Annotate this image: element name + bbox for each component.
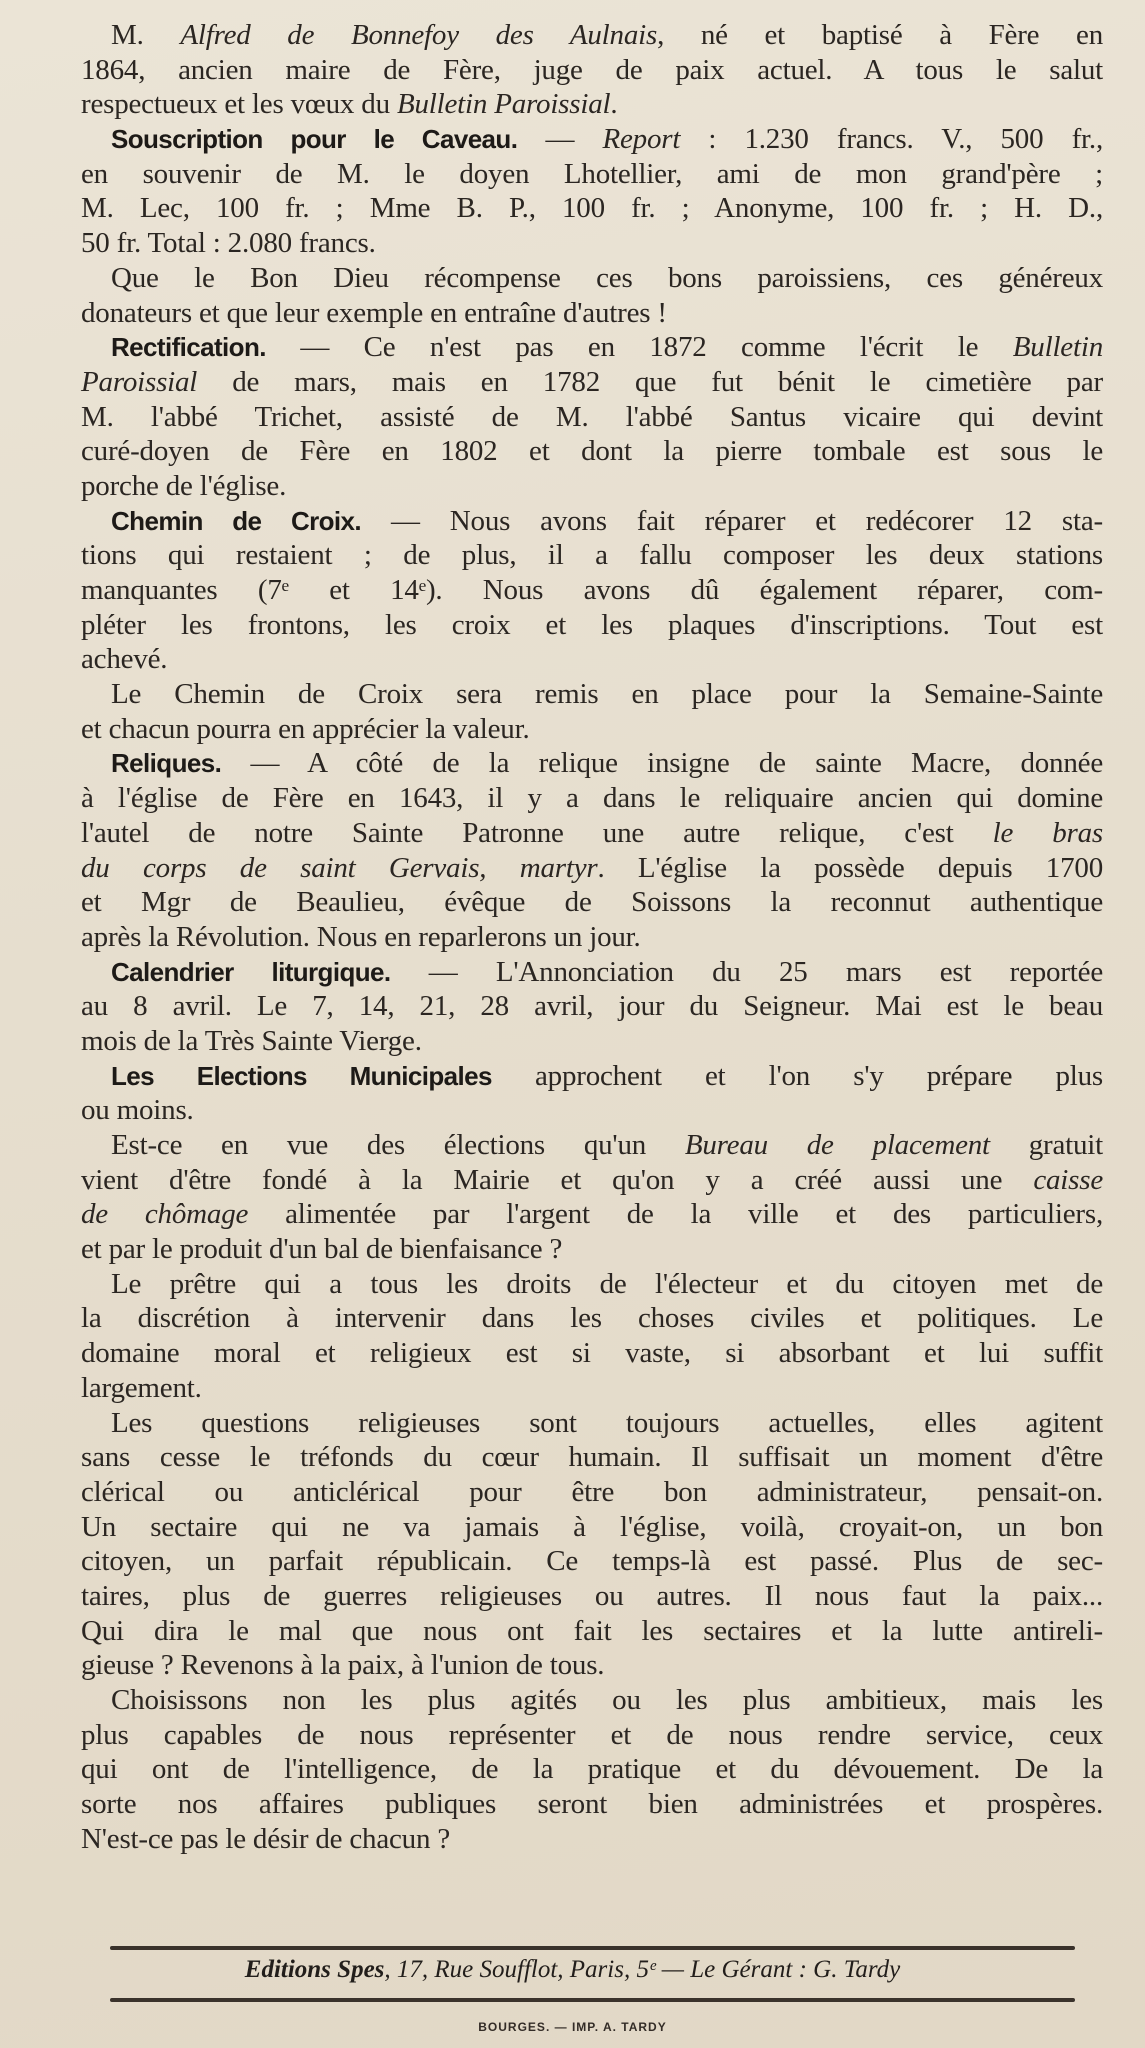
text-segment: Le Chemin de Croix sera remis en place pour la Semaine-Sainte (111, 678, 1103, 711)
text-segment: alimentée par l'argent de la ville et des particuliers, (248, 1198, 1103, 1231)
text-segment: qui ont de l'intelligence, de la pratique et du dévouement. De la (81, 1753, 1103, 1786)
text-line (81, 1232, 1103, 1267)
text-line (81, 955, 1103, 990)
text-line (81, 642, 1103, 677)
text-line (81, 1024, 1103, 1059)
text-line (81, 885, 1103, 920)
text-segment: de mars, mais en 1782 que fut bénit le cimetière par (197, 365, 1103, 398)
text-line (81, 989, 1103, 1024)
text-line (81, 608, 1103, 643)
footer-imprint (0, 1956, 1145, 1984)
italic-text: caisse (1033, 1163, 1103, 1196)
text-line (81, 1648, 1103, 1683)
text-segment: — L'Annonciation du 25 mars est reportée (390, 955, 1103, 988)
text-segment: domaine moral et religieux est si vaste, si absorbant et lui suffit (81, 1337, 1103, 1370)
text-segment: ou moins. (81, 1094, 194, 1127)
footer-bottom-rule (110, 1998, 1075, 2002)
text-segment: porche de l'église. (81, 469, 287, 502)
text-segment: . (610, 88, 618, 121)
text-segment: Que le Bon Dieu récompense ces bons paroissiens, ces généreux (111, 261, 1103, 294)
italic-text: Paroissial (81, 365, 198, 398)
text-line (81, 261, 1103, 296)
printer-line: BOURGES. — IMP. A. TARDY (478, 2020, 667, 2034)
text-segment: plus capables de nous représenter et de nous rendre service, ceux (81, 1718, 1103, 1751)
text-line (81, 1163, 1103, 1198)
text-line (81, 573, 1103, 608)
italic-text: Bulletin Paroissial (396, 88, 611, 121)
text-segment: gratuit (989, 1129, 1104, 1161)
text-segment: N'est-ce pas le désir de chacun ? (81, 1822, 450, 1855)
text-line (81, 1683, 1103, 1718)
section-heading: Souscription pour le Caveau. (111, 124, 518, 155)
text-segment: à l'église de Fère en 1643, il y a dans le reliquaire ancien qui domine (81, 782, 1103, 815)
text-line (81, 157, 1103, 192)
text-line (81, 296, 1103, 331)
text-line (81, 18, 1103, 53)
text-segment: la discrétion à intervenir dans les choses civiles et politiques. Le (81, 1302, 1103, 1335)
text-line (81, 1197, 1103, 1232)
text-segment: sorte nos affaires publiques seront bien administrées et prospères. (81, 1788, 1103, 1821)
text-segment: curé-doyen de Fère en 1802 et dont la pierre tombale est sous le (81, 435, 1103, 468)
text-line (81, 746, 1103, 781)
text-segment: et chacun pourra en apprécier la valeur. (81, 712, 530, 745)
document-body (81, 18, 1103, 1856)
paragraph (81, 746, 1103, 954)
text-line (81, 1440, 1103, 1475)
publisher-name: Editions Spes (244, 1956, 385, 1983)
text-segment: Un sectaire qui ne va jamais à l'église, voilà, croyait-on, un bon (81, 1510, 1103, 1543)
text-segment: Le prêtre qui a tous les droits de l'électeur et du citoyen met de (111, 1267, 1103, 1300)
text-segment: largement. (81, 1371, 202, 1404)
text-line (81, 87, 1103, 122)
paragraph (81, 677, 1103, 746)
paragraph (81, 122, 1103, 261)
italic-text: le bras (992, 816, 1103, 849)
text-segment: : 1.230 francs. V., 500 fr., (680, 123, 1104, 156)
text-segment: et Mgr de Beaulieu, évêque de Soissons la reconnut authentique (81, 886, 1103, 919)
text-line (81, 53, 1103, 88)
paragraph (81, 1059, 1103, 1128)
text-segment: , né et baptisé à Fère en (657, 19, 1104, 51)
text-segment: sans cesse le tréfonds du cœur humain. Il suffisait un moment d'être (81, 1441, 1103, 1474)
text-segment: M. Lec, 100 fr. ; Mme B. P., 100 fr. ; Anonyme, 100 fr. ; H. D., (81, 192, 1103, 225)
text-segment: au 8 avril. Le 7, 14, 21, 28 avril, jour du Seigneur. Mai est le beau (81, 990, 1103, 1023)
text-line (81, 1718, 1103, 1753)
text-line (81, 1093, 1103, 1128)
text-line (81, 469, 1103, 504)
text-line (81, 677, 1103, 712)
text-segment: M. l'abbé Trichet, assisté de M. l'abbé Santus vicaire qui devint (81, 400, 1103, 433)
paragraph (81, 955, 1103, 1059)
text-segment: citoyen, un parfait républicain. Ce temps-là est passé. Plus de sec- (81, 1545, 1103, 1578)
text-line (81, 1059, 1103, 1094)
text-line (81, 920, 1103, 955)
italic-text: Alfred de Bonnefoy des Aulnais (180, 19, 658, 51)
text-segment: Choisissons non les plus agités ou les plus ambitieux, mais les (111, 1684, 1103, 1716)
text-line (81, 330, 1103, 365)
text-segment: manquantes (7ᵉ et 14ᵉ). Nous avons dû également réparer, com- (81, 574, 1103, 606)
text-segment: — Ce n'est pas en 1872 comme l'écrit le (265, 331, 1013, 364)
text-line (81, 1128, 1103, 1163)
text-segment: M. (111, 19, 181, 51)
paragraph (81, 1267, 1103, 1406)
text-line (81, 1752, 1103, 1787)
paragraph (81, 1406, 1103, 1684)
italic-text: du corps de saint Gervais, martyr (81, 851, 598, 884)
text-segment: taires, plus de guerres religieuses ou autres. Il nous faut la paix... (81, 1579, 1103, 1612)
text-line (81, 1579, 1103, 1614)
text-line (81, 712, 1103, 747)
publisher-address: , 17, Rue Soufflot, Paris, 5ᵉ — Le Gérant : G. Tardy (384, 1956, 901, 1983)
text-segment: pléter les frontons, les croix et les plaques d'inscriptions. Tout est (81, 608, 1103, 641)
text-line (81, 365, 1103, 400)
section-heading: Les Elections Municipales (111, 1060, 492, 1091)
text-segment: après la Révolution. Nous en reparlerons un jour. (81, 920, 641, 953)
text-line (81, 226, 1103, 261)
text-segment: — (517, 123, 603, 156)
text-line (81, 434, 1103, 469)
text-segment: l'autel de notre Sainte Patronne une autre relique, c'est (81, 816, 993, 849)
text-segment: achevé. (81, 643, 168, 676)
text-segment: Est-ce en vue des élections qu'un (111, 1129, 685, 1161)
paragraph (81, 504, 1103, 677)
text-segment: approchent et l'on s'y prépare plus (491, 1059, 1104, 1092)
text-segment: — Nous avons fait réparer et redécorer 12 sta- (361, 504, 1103, 537)
text-line (81, 1336, 1103, 1371)
text-segment: mois de la Très Sainte Vierge. (81, 1024, 422, 1057)
text-line (81, 122, 1103, 157)
text-line (81, 816, 1103, 851)
text-segment: 1864, ancien maire de Fère, juge de paix actuel. A tous le salut (81, 53, 1103, 86)
text-segment: Qui dira le mal que nous ont fait les sectaires et la lutte antireli- (81, 1614, 1103, 1647)
text-segment: — A côté de la relique insigne de sainte Macre, donnée (221, 747, 1103, 780)
text-segment: clérical ou anticlérical pour être bon administrateur, pensait-on. (81, 1475, 1103, 1508)
footer-top-rule (110, 1946, 1075, 1950)
text-line (81, 538, 1103, 573)
text-line (81, 504, 1103, 539)
text-line (81, 781, 1103, 816)
section-heading: Rectification. (111, 332, 266, 363)
paragraph (81, 1683, 1103, 1856)
text-segment: 50 fr. Total : 2.080 francs. (81, 227, 376, 260)
section-heading: Calendrier liturgique. (111, 956, 391, 987)
italic-text: Bureau de placement (684, 1129, 990, 1161)
text-segment: et par le produit d'un bal de bienfaisance ? (81, 1233, 563, 1266)
text-line (81, 1406, 1103, 1441)
paragraph (81, 261, 1103, 330)
text-line (81, 1787, 1103, 1822)
text-segment: tions qui restaient ; de plus, il a fallu composer les deux stations (81, 539, 1103, 572)
text-line (81, 851, 1103, 886)
paragraph (81, 18, 1103, 122)
text-line (81, 1371, 1103, 1406)
text-line (81, 1301, 1103, 1336)
text-line (81, 1510, 1103, 1545)
text-line (81, 1614, 1103, 1649)
text-segment: respectueux et les vœux du (81, 88, 397, 121)
text-segment: gieuse ? Revenons à la paix, à l'union de tous. (81, 1649, 605, 1682)
text-segment: . L'église la possède depuis 1700 (597, 851, 1103, 884)
paragraph (81, 1128, 1103, 1267)
text-line (81, 1475, 1103, 1510)
italic-text: de chômage (81, 1198, 249, 1231)
text-line (81, 191, 1103, 226)
text-line (81, 400, 1103, 435)
text-line (81, 1822, 1103, 1857)
text-segment: Les questions religieuses sont toujours actuelles, elles agitent (111, 1406, 1103, 1439)
text-segment: en souvenir de M. le doyen Lhotellier, ami de mon grand'père ; (81, 157, 1103, 190)
text-line (81, 1544, 1103, 1579)
text-segment: vient d'être fondé à la Mairie et qu'on y a créé aussi une (81, 1163, 1034, 1196)
paragraph (81, 330, 1103, 503)
section-heading: Chemin de Croix. (111, 505, 362, 536)
text-segment: donateurs et que leur exemple en entraîne d'autres ! (81, 296, 667, 329)
text-line (81, 1267, 1103, 1302)
section-heading: Reliques. (111, 748, 222, 779)
italic-text: Bulletin (1012, 331, 1103, 364)
italic-text: Report (602, 123, 681, 156)
